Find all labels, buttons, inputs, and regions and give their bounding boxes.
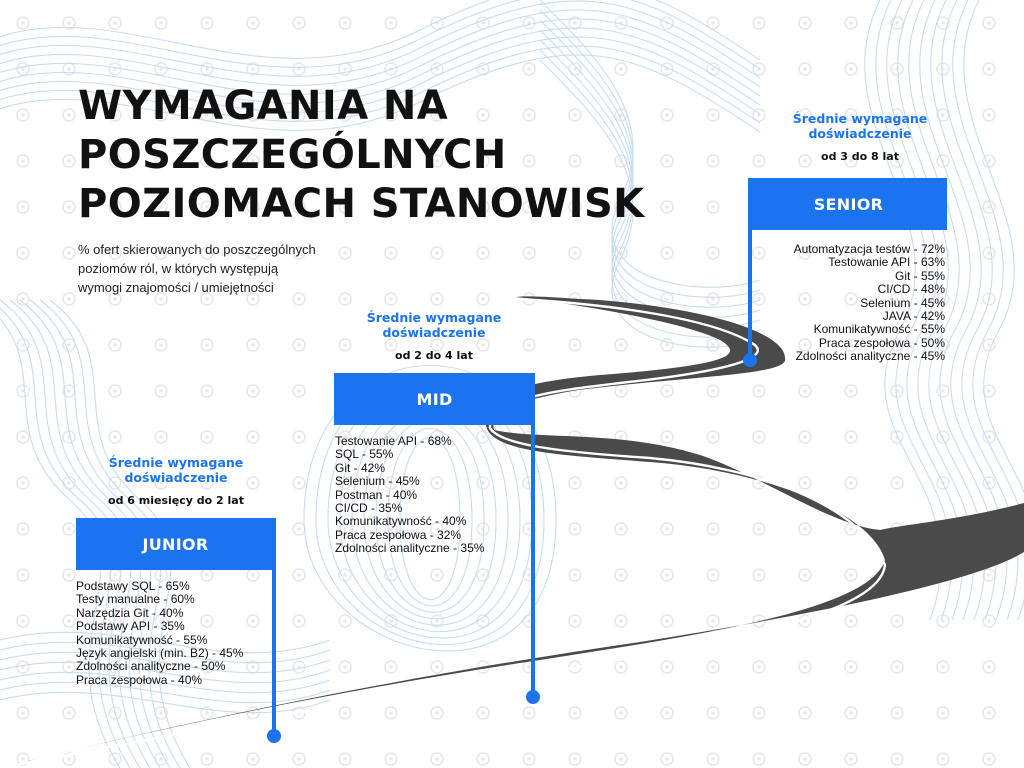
skill-item: Testowanie API - 63%: [828, 255, 945, 270]
experience-heading-line: doświadczenie: [382, 325, 486, 340]
experience-heading-line: doświadczenie: [808, 126, 912, 141]
junior-level-label: JUNIOR: [142, 534, 209, 554]
subtitle-line: poziomów ról, w których występują: [78, 261, 279, 276]
experience-heading-line: Średnie wymagane: [366, 310, 502, 325]
mid-level-box: [334, 373, 535, 425]
skill-item: JAVA - 42%: [882, 309, 945, 324]
skill-item: Selenium - 45%: [860, 295, 945, 310]
skill-item: SQL - 55%: [335, 447, 394, 462]
subtitle: [78, 240, 378, 297]
senior-level-label: SENIOR: [813, 194, 884, 214]
experience-heading-line: Średnie wymagane: [792, 111, 928, 126]
skill-item: Podstawy SQL - 65%: [76, 579, 190, 593]
skill-item: Praca zespołowa - 32%: [335, 527, 462, 542]
mid-marker: [526, 690, 540, 704]
senior-skills: [755, 243, 945, 364]
skill-item: Komunikatywność - 40%: [335, 514, 467, 529]
mid-experience-range: od 2 do 4 lat: [395, 349, 473, 362]
senior-experience-range: od 3 do 8 lat: [821, 150, 899, 163]
skill-item: Git - 55%: [894, 268, 945, 283]
senior-level-box: [750, 178, 947, 230]
skill-item: Testowanie API - 68%: [335, 434, 452, 448]
senior-experience-heading: [760, 111, 960, 141]
skill-item: Komunikatywność - 55%: [813, 322, 945, 337]
skill-item: Narzędzia Git - 40%: [76, 605, 184, 620]
junior-experience-heading: [76, 455, 276, 485]
junior-marker: [267, 729, 281, 743]
skill-item: Zdolności analityczne - 35%: [335, 541, 485, 556]
skill-item: Komunikatywność - 55%: [76, 632, 208, 647]
skill-item: Praca zespołowa - 50%: [818, 335, 945, 350]
target-gear-icon: [830, 670, 860, 700]
junior-skills: [76, 580, 271, 687]
skill-item: Język angielski (min. B2) - 45%: [76, 646, 244, 661]
skill-item: Git - 42%: [335, 460, 386, 475]
subtitle-line: % ofert skierowanych do poszczególnych: [78, 242, 316, 257]
title-line: POZIOMACH STANOWISK: [78, 181, 645, 227]
skill-item: Testy manualne - 60%: [76, 592, 195, 607]
skill-item: CI/CD - 48%: [877, 282, 945, 297]
testerzy-logo: [830, 670, 990, 700]
mid-skills: [335, 435, 525, 556]
mid-level-label: MID: [416, 389, 453, 409]
skill-item: Zdolności analityczne - 50%: [76, 659, 226, 674]
senior-experience: [760, 111, 960, 163]
mid-experience-heading: [334, 310, 534, 340]
mid-experience: [334, 310, 534, 362]
skill-item: CI/CD - 35%: [335, 501, 403, 516]
experience-heading-line: doświadczenie: [124, 470, 228, 485]
experience-heading-line: Średnie wymagane: [108, 455, 244, 470]
logo-text: testerzy.pl: [868, 673, 990, 697]
skill-item: Postman - 40%: [335, 487, 418, 502]
skill-item: Zdolności analityczne - 45%: [795, 349, 945, 364]
skill-item: Podstawy API - 35%: [76, 619, 185, 634]
subtitle-line: wymogi znajomości / umiejętności: [78, 280, 274, 295]
skill-item: Automatyzacja testów - 72%: [793, 242, 945, 256]
skill-item: Praca zespołowa - 40%: [76, 672, 203, 687]
junior-level-box: [76, 518, 275, 570]
skill-item: Selenium - 45%: [335, 474, 420, 489]
junior-experience: [76, 455, 276, 507]
title-line: WYMAGANIA NA: [78, 83, 449, 129]
page-title: [78, 82, 718, 229]
title-line: POSZCZEGÓLNYCH: [78, 132, 507, 178]
junior-experience-range: od 6 miesięcy do 2 lat: [108, 494, 244, 507]
